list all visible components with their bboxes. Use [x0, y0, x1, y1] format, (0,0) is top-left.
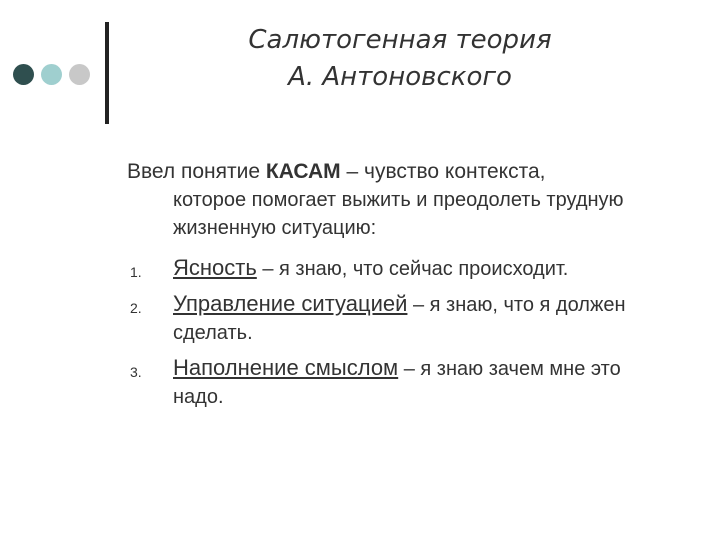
list-item-text: – я знаю зачем мне это надо.: [173, 358, 621, 408]
intro-continuation: которое помогает выжить и преодолеть трудную жизненную ситуацию:: [173, 189, 624, 239]
intro-term-kasam: КАСАМ: [265, 160, 341, 183]
title-divider: [105, 22, 109, 124]
list-item-term: Управление ситуацией: [173, 291, 408, 316]
intro-lead-prefix: Ввел понятие: [127, 160, 266, 183]
list-item-number: 2.: [130, 300, 142, 316]
list-item-term: Наполнение смыслом: [173, 355, 399, 380]
list-item: [130, 354, 650, 411]
numbered-list: [130, 254, 650, 418]
intro-lead-suffix: – чувство контекста,: [340, 160, 546, 183]
decor-dot-dark: [13, 64, 34, 85]
list-item: [130, 290, 650, 347]
intro-lead: [127, 157, 667, 186]
decor-dot-teal: [41, 64, 62, 85]
list-item-number: 1.: [130, 264, 142, 280]
slide-title-line2: А. Антоновского: [288, 62, 512, 92]
list-item: [130, 254, 650, 283]
list-item-text: – я знаю, что я должен сделать.: [173, 294, 626, 344]
slide-title-line1: Салютогенная теория: [248, 25, 552, 55]
list-item-text: – я знаю, что сейчас происходит.: [256, 258, 569, 280]
decor-dot-gray: [69, 64, 90, 85]
list-item-term: Ясность: [173, 255, 257, 280]
intro-paragraph: [127, 157, 667, 242]
list-item-number: 3.: [130, 364, 142, 380]
slide-title: [180, 22, 620, 96]
